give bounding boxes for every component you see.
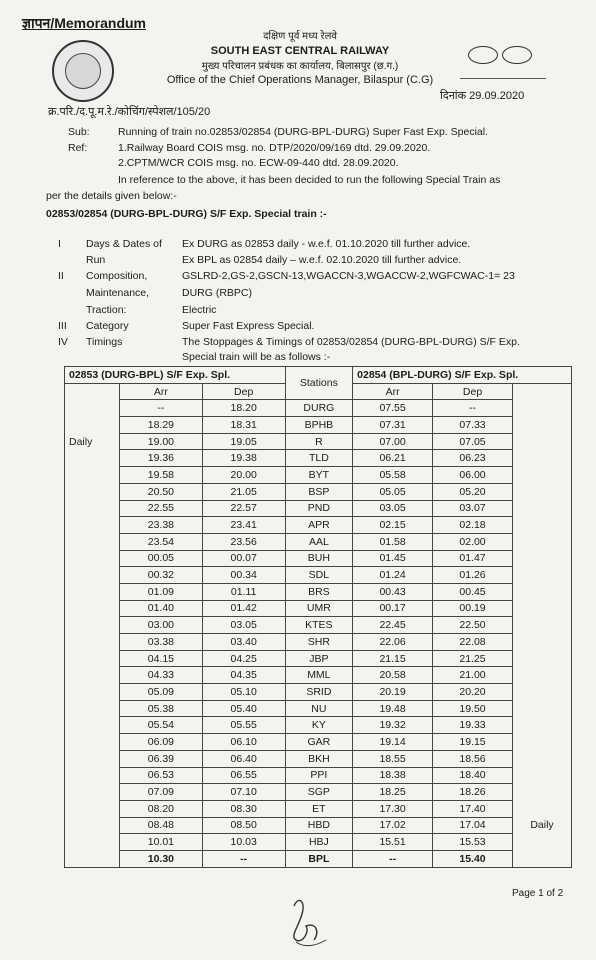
up-departure-time: 15.40 xyxy=(433,850,513,867)
timetable-row xyxy=(65,617,572,634)
down-arrival-time: 06.39 xyxy=(120,750,203,767)
timetable-row xyxy=(65,850,572,867)
station-code: HBD xyxy=(285,817,353,834)
header-railway: SOUTH EAST CENTRAL RAILWAY xyxy=(210,45,390,57)
timetable-row xyxy=(65,417,572,434)
up-arrival-time: 19.48 xyxy=(353,700,433,717)
subject-label: Sub: xyxy=(68,126,90,138)
down-arrival-time: 10.01 xyxy=(120,834,203,851)
up-departure-time: 06.23 xyxy=(433,450,513,467)
station-code: KTES xyxy=(285,617,353,634)
memo-title: ज्ञापन/Memorandum xyxy=(22,15,146,31)
up-departure-time: 15.53 xyxy=(433,834,513,851)
up-departure-time: 01.26 xyxy=(433,567,513,584)
up-arrival-time: 19.32 xyxy=(353,717,433,734)
timetable-row xyxy=(65,750,572,767)
timetable-row xyxy=(65,517,572,534)
up-departure-time: 01.47 xyxy=(433,550,513,567)
station-code: BRS xyxy=(285,583,353,600)
down-arrival-time: -- xyxy=(120,400,203,417)
up-arrival-time: 01.58 xyxy=(353,533,433,550)
station-code: MML xyxy=(285,667,353,684)
down-arrival-time: 06.09 xyxy=(120,734,203,751)
down-arrival-time: 07.09 xyxy=(120,784,203,801)
timetable xyxy=(64,366,572,868)
down-arrival-time: 18.29 xyxy=(120,417,203,434)
document-date: दिनांक 29.09.2020 xyxy=(440,90,525,102)
detail-label-ii-2: Maintenance, xyxy=(86,287,150,299)
up-departure-time: 17.04 xyxy=(433,817,513,834)
up-departure-time: 06.00 xyxy=(433,467,513,484)
down-arrival-time: 23.38 xyxy=(120,517,203,534)
station-code: UMR xyxy=(285,600,353,617)
right-dep-heading: Dep xyxy=(433,383,513,400)
down-departure-time: 07.10 xyxy=(202,784,285,801)
timetable-row xyxy=(65,583,572,600)
timetable-row xyxy=(65,667,572,684)
up-arrival-time: 22.45 xyxy=(353,617,433,634)
down-arrival-time: 03.38 xyxy=(120,634,203,651)
down-departure-time: 06.10 xyxy=(202,734,285,751)
down-arrival-time: 08.20 xyxy=(120,800,203,817)
station-code: BPL xyxy=(285,850,353,867)
down-departure-time: 00.07 xyxy=(202,550,285,567)
page-number: Page 1 of 2 xyxy=(512,888,564,899)
down-arrival-time: 01.09 xyxy=(120,583,203,600)
detail-num-iv: IV xyxy=(58,336,68,348)
detail-num-ii: II xyxy=(58,270,64,282)
up-arrival-time: 01.45 xyxy=(353,550,433,567)
timetable-row xyxy=(65,567,572,584)
timetable-row xyxy=(65,533,572,550)
detail-label-ii-3: Traction: xyxy=(86,304,127,316)
reference-label: Ref: xyxy=(68,142,88,154)
reference-item-1: 1.Railway Board COIS msg. no. DTP/2020/09/169 dtd. 29.09.2020. xyxy=(118,142,431,154)
down-departure-time: 18.31 xyxy=(202,417,285,434)
station-code: APR xyxy=(285,517,353,534)
down-arrival-time: 06.53 xyxy=(120,767,203,784)
timetable-row xyxy=(65,600,572,617)
timetable-row xyxy=(65,800,572,817)
right-train-heading: 02854 (BPL-DURG) S/F Exp. Spl. xyxy=(353,367,572,384)
timetable-heading-row xyxy=(65,367,572,384)
down-departure-time: 20.00 xyxy=(202,467,285,484)
left-dep-heading: Dep xyxy=(202,383,285,400)
up-departure-time: 03.07 xyxy=(433,500,513,517)
up-departure-time: 18.40 xyxy=(433,767,513,784)
timetable-row xyxy=(65,650,572,667)
timetable-row xyxy=(65,450,572,467)
down-departure-time: 06.55 xyxy=(202,767,285,784)
intro-line-2: per the details given below:- xyxy=(46,190,177,202)
down-departure-time: 03.05 xyxy=(202,617,285,634)
down-arrival-time: 01.40 xyxy=(120,600,203,617)
detail-label-i-2: Run xyxy=(86,254,106,266)
down-departure-time: 01.42 xyxy=(202,600,285,617)
down-departure-time: 00.34 xyxy=(202,567,285,584)
station-code: BKH xyxy=(285,750,353,767)
up-departure-time: 17.40 xyxy=(433,800,513,817)
down-departure-time: 23.41 xyxy=(202,517,285,534)
up-departure-time: 21.00 xyxy=(433,667,513,684)
up-arrival-time: -- xyxy=(353,850,433,867)
up-departure-time: 00.19 xyxy=(433,600,513,617)
up-arrival-time: 18.55 xyxy=(353,750,433,767)
up-arrival-time: 06.21 xyxy=(353,450,433,467)
up-arrival-time: 00.43 xyxy=(353,583,433,600)
up-arrival-time: 18.25 xyxy=(353,784,433,801)
down-arrival-time: 05.38 xyxy=(120,700,203,717)
up-departure-time: 22.50 xyxy=(433,617,513,634)
up-departure-time: 19.15 xyxy=(433,734,513,751)
detail-value-i-2: Ex BPL as 02854 daily – w.e.f. 02.10.2020 till further advice. xyxy=(182,254,462,266)
detail-value-iv-1: The Stoppages & Timings of 02853/02854 (DURG-BPL-DURG) S/F Exp. xyxy=(182,336,520,348)
down-arrival-time: 19.36 xyxy=(120,450,203,467)
down-departure-time: 06.40 xyxy=(202,750,285,767)
down-arrival-time: 04.15 xyxy=(120,650,203,667)
up-arrival-time: 00.17 xyxy=(353,600,433,617)
down-departure-time: 19.05 xyxy=(202,433,285,450)
down-departure-time: 05.10 xyxy=(202,684,285,701)
down-departure-time: -- xyxy=(202,850,285,867)
up-departure-time: 19.50 xyxy=(433,700,513,717)
detail-value-ii-3: Electric xyxy=(182,304,217,316)
up-arrival-time: 01.24 xyxy=(353,567,433,584)
station-code: DURG xyxy=(285,400,353,417)
up-departure-time: 21.25 xyxy=(433,650,513,667)
up-departure-time: 18.26 xyxy=(433,784,513,801)
up-departure-time: 00.45 xyxy=(433,583,513,600)
detail-label-ii-1: Composition, xyxy=(86,270,148,282)
down-arrival-time: 00.05 xyxy=(120,550,203,567)
down-arrival-time: 23.54 xyxy=(120,533,203,550)
down-departure-time: 04.25 xyxy=(202,650,285,667)
station-code: SHR xyxy=(285,634,353,651)
down-arrival-time: 08.48 xyxy=(120,817,203,834)
station-code: HBJ xyxy=(285,834,353,851)
up-arrival-time: 21.15 xyxy=(353,650,433,667)
down-departure-time: 04.35 xyxy=(202,667,285,684)
down-arrival-time: 05.09 xyxy=(120,684,203,701)
header-hindi-railway: दक्षिण पूर्व मध्य रेलवे xyxy=(263,31,337,42)
up-arrival-time: 02.15 xyxy=(353,517,433,534)
intro-line-1: In reference to the above, it has been decided to run the following Special Train as xyxy=(118,174,501,186)
detail-label-i-1: Days & Dates of xyxy=(86,238,162,250)
timetable-row xyxy=(65,834,572,851)
station-code: PPI xyxy=(285,767,353,784)
down-arrival-time: 20.50 xyxy=(120,483,203,500)
detail-value-iv-2: Special train will be as follows :- xyxy=(182,351,331,363)
up-arrival-time: 22.06 xyxy=(353,634,433,651)
station-code: NU xyxy=(285,700,353,717)
down-departure-time: 03.40 xyxy=(202,634,285,651)
station-code: GAR xyxy=(285,734,353,751)
header-office: Office of the Chief Operations Manager, Bilaspur (C.G) xyxy=(166,74,434,86)
station-code: BUH xyxy=(285,550,353,567)
up-departure-time: 07.05 xyxy=(433,433,513,450)
left-train-heading: 02853 (DURG-BPL) S/F Exp. Spl. xyxy=(65,367,286,384)
down-arrival-time: 05.54 xyxy=(120,717,203,734)
right-arr-heading: Arr xyxy=(353,383,433,400)
up-departure-time: -- xyxy=(433,400,513,417)
signature-mark xyxy=(276,892,340,952)
station-code: TLD xyxy=(285,450,353,467)
up-departure-time: 07.33 xyxy=(433,417,513,434)
detail-value-iii: Super Fast Express Special. xyxy=(182,320,315,332)
timetable-row xyxy=(65,467,572,484)
up-departure-time: 18.56 xyxy=(433,750,513,767)
timetable-row xyxy=(65,784,572,801)
up-arrival-time: 15.51 xyxy=(353,834,433,851)
reference-number: क्र.परि./द.पू.म.रे./कोचिंग/स्पेशल/105/20 xyxy=(48,106,211,118)
station-code: PND xyxy=(285,500,353,517)
stations-heading: Stations xyxy=(285,367,353,400)
station-code: R xyxy=(285,433,353,450)
up-departure-time: 22.08 xyxy=(433,634,513,651)
down-departure-time: 22.57 xyxy=(202,500,285,517)
up-arrival-time: 17.30 xyxy=(353,800,433,817)
up-arrival-time: 05.58 xyxy=(353,467,433,484)
up-departure-time: 02.18 xyxy=(433,517,513,534)
timetable-row xyxy=(65,400,572,417)
up-arrival-time: 20.19 xyxy=(353,684,433,701)
down-arrival-time: 19.58 xyxy=(120,467,203,484)
station-code: BYT xyxy=(285,467,353,484)
up-departure-time: 02.00 xyxy=(433,533,513,550)
down-departure-time: 05.40 xyxy=(202,700,285,717)
up-arrival-time: 07.55 xyxy=(353,400,433,417)
subject-text: Running of train no.02853/02854 (DURG-BPL-DURG) Super Fast Exp. Special. xyxy=(118,126,489,138)
up-arrival-time: 20.58 xyxy=(353,667,433,684)
left-arr-heading: Arr xyxy=(120,383,203,400)
timetable-row xyxy=(65,684,572,701)
station-code: JBP xyxy=(285,650,353,667)
down-arrival-time: 03.00 xyxy=(120,617,203,634)
down-departure-time: 19.38 xyxy=(202,450,285,467)
down-arrival-time: 00.32 xyxy=(120,567,203,584)
down-arrival-time: 10.30 xyxy=(120,850,203,867)
station-code: KY xyxy=(285,717,353,734)
timetable-row xyxy=(65,634,572,651)
down-arrival-time: 22.55 xyxy=(120,500,203,517)
up-arrival-time: 07.00 xyxy=(353,433,433,450)
detail-num-i: I xyxy=(58,238,61,250)
station-code: BSP xyxy=(285,483,353,500)
timetable-row xyxy=(65,717,572,734)
down-arrival-time: 19.00 xyxy=(120,433,203,450)
timetable-row xyxy=(65,500,572,517)
station-code: SRID xyxy=(285,684,353,701)
timetable-row xyxy=(65,767,572,784)
up-arrival-time: 19.14 xyxy=(353,734,433,751)
station-code: SDL xyxy=(285,567,353,584)
daily-right-label: Daily xyxy=(513,817,572,834)
timetable-row xyxy=(65,700,572,717)
detail-value-ii-1: GSLRD-2,GS-2,GSCN-13,WGACCN-3,WGACCW-2,WGFCWAC-1= 23 xyxy=(182,270,515,282)
station-code: AAL xyxy=(285,533,353,550)
up-arrival-time: 03.05 xyxy=(353,500,433,517)
up-arrival-time: 17.02 xyxy=(353,817,433,834)
detail-label-iv: Timings xyxy=(86,336,123,348)
detail-num-iii: III xyxy=(58,320,67,332)
up-departure-time: 20.20 xyxy=(433,684,513,701)
down-departure-time: 10.03 xyxy=(202,834,285,851)
station-code: ET xyxy=(285,800,353,817)
down-arrival-time: 04.33 xyxy=(120,667,203,684)
up-arrival-time: 18.38 xyxy=(353,767,433,784)
timetable-row xyxy=(65,550,572,567)
detail-label-iii: Category xyxy=(86,320,129,332)
down-departure-time: 23.56 xyxy=(202,533,285,550)
timetable-row xyxy=(65,433,572,450)
timetable-row xyxy=(65,817,572,834)
down-departure-time: 08.30 xyxy=(202,800,285,817)
reference-item-2: 2.CPTM/WCR COIS msg. no. ECW-09-440 dtd. 28.09.2020. xyxy=(118,157,399,169)
down-departure-time: 01.11 xyxy=(202,583,285,600)
train-heading: 02853/02854 (DURG-BPL-DURG) S/F Exp. Special train :- xyxy=(46,208,327,220)
up-arrival-time: 05.05 xyxy=(353,483,433,500)
station-code: SGP xyxy=(285,784,353,801)
header-hindi-office: मुख्य परिचालन प्रबंधक का कार्यालय, बिलासपुर (छ.ग.) xyxy=(201,61,399,72)
up-arrival-time: 07.31 xyxy=(353,417,433,434)
detail-value-i-1: Ex DURG as 02853 daily - w.e.f. 01.10.2020 till further advice. xyxy=(182,238,471,250)
up-departure-time: 19.33 xyxy=(433,717,513,734)
down-departure-time: 05.55 xyxy=(202,717,285,734)
down-departure-time: 18.20 xyxy=(202,400,285,417)
daily-left-label: Daily xyxy=(65,433,120,450)
station-code: BPHB xyxy=(285,417,353,434)
timetable-row xyxy=(65,483,572,500)
up-departure-time: 05.20 xyxy=(433,483,513,500)
down-departure-time: 08.50 xyxy=(202,817,285,834)
timetable-row xyxy=(65,734,572,751)
down-departure-time: 21.05 xyxy=(202,483,285,500)
detail-value-ii-2: DURG (RBPC) xyxy=(182,287,252,299)
